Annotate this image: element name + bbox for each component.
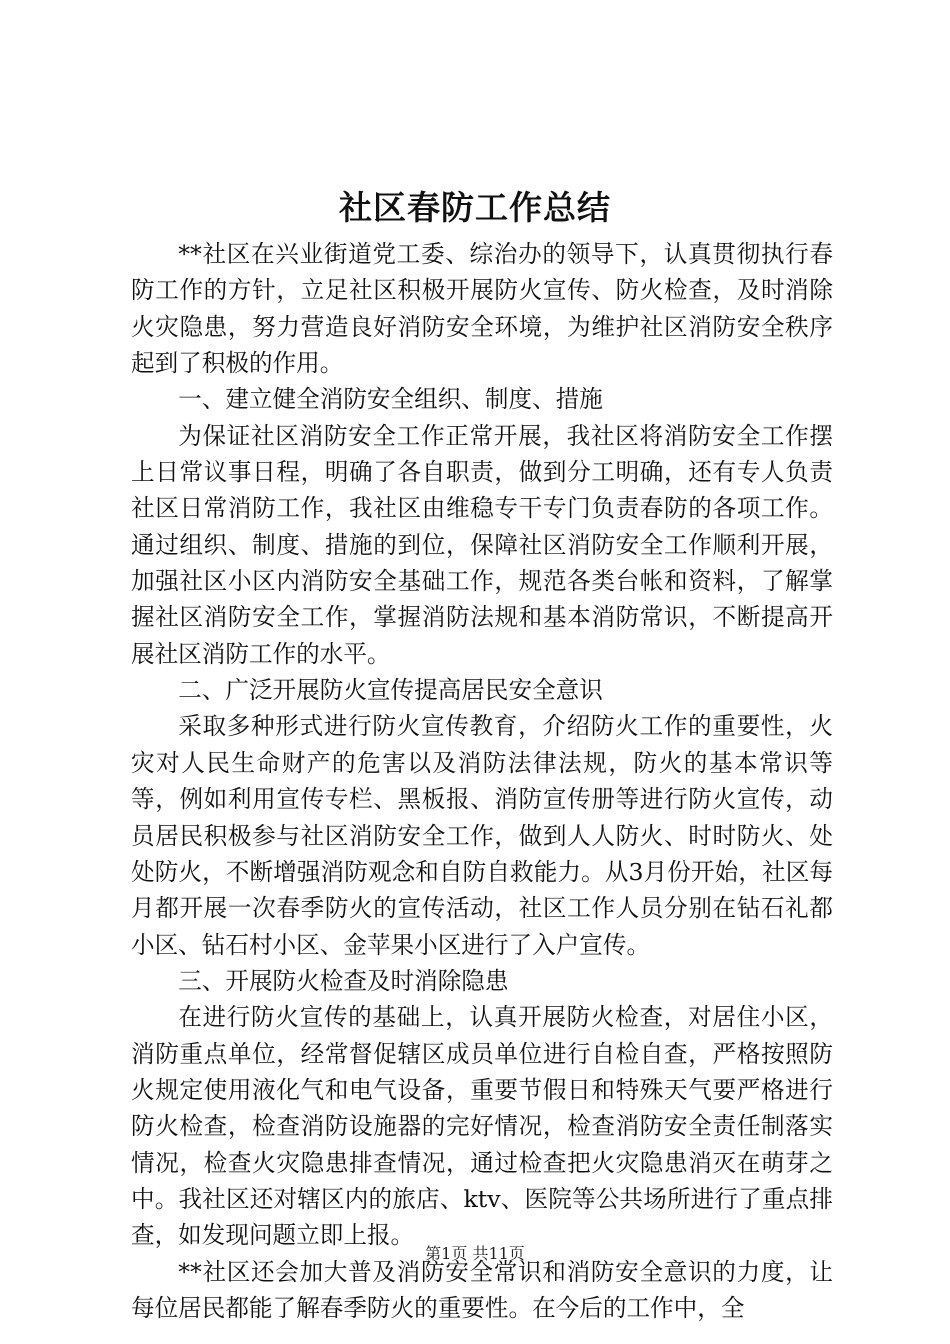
paragraph-section-3: 在进行防火宣传的基础上，认真开展防火检查，对居住小区，消防重点单位，经常督促辖区成员单位进行自检自查，严格按照防火规定使用液化气和电气设备，重要节假日和特殊天气要严格进行防火检查，检查消防设施器的完好情况，检查消防安全责任制落实情况，检查火灾隐患排查情况，通过检查把火灾隐患消灭在萌芽之中。我社区还对辖区内的旅店、ktv、医院等公共场所进行了重点排查，如发现问题立即上报。: [131, 1003, 833, 1250]
section-heading-1: 一、建立健全消防安全组织、制度、措施: [178, 385, 603, 414]
document-body: [131, 236, 833, 1326]
paragraph-section-2: 采取多种形式进行防火宣传教育，介绍防火工作的重要性，火灾对人民生命财产的危害以及消防法律法规，防火的基本常识等等，例如利用宣传专栏、黑板报、消防宣传册等进行防火宣传，动员居民积极参与社区消防安全工作，做到人人防火、时时防火、处处防火，不断增强消防观念和自防自救能力。从3月份开始，社区每月都开展一次春季防火的宣传活动，社区工作人员分别在钻石礼都小区、钻石村小区、金苹果小区进行了入户宣传。: [131, 712, 833, 959]
section-heading-2: 二、广泛开展防火宣传提高居民安全意识: [178, 676, 603, 705]
paragraph-section-1: 为保证社区消防安全工作正常开展，我社区将消防安全工作摆上日常议事日程，明确了各自职责，做到分工明确，还有专人负责社区日常消防工作，我社区由维稳专干专门负责春防的各项工作。通过组织、制度、措施的到位，保障社区消防安全工作顺利开展，加强社区小区内消防安全基础工作，规范各类台帐和资料，了解掌握社区消防安全工作，掌握消防法规和基本消防常识，不断提高开展社区消防工作的水平。: [131, 421, 833, 668]
paragraph-closing: **社区还会加大普及消防安全常识和消防安全意识的力度，让每位居民都能了解春季防火的重要性。在今后的工作中，全: [131, 1257, 833, 1322]
page-footer: 第1页 共11页: [425, 1244, 525, 1263]
document-title: 社区春防工作总结: [339, 188, 611, 227]
paragraph-intro: **社区在兴业街道党工委、综治办的领导下，认真贯彻执行春防工作的方针，立足社区积极开展防火宣传、防火检查，及时消除火灾隐患，努力营造良好消防安全环境，为维护社区消防安全秩序起到了积极的作用。: [131, 240, 833, 378]
section-heading-3: 三、开展防火检查及时消除隐患: [178, 966, 509, 995]
